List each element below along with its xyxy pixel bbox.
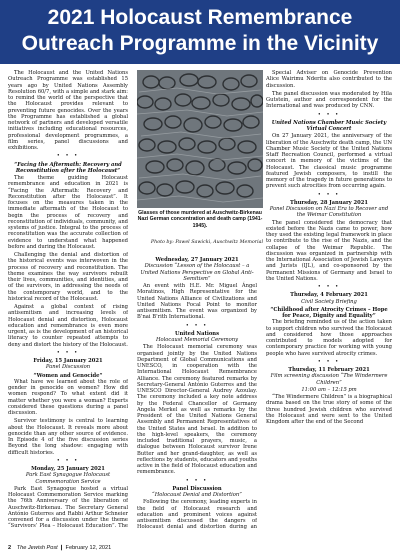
event-heading: United Nations <box>174 330 220 337</box>
article-column-2 <box>137 255 257 530</box>
event-title: Discussion “Lesson of the Holocaust – a United Nations Perspective on Global Anti-Semitism” <box>140 263 254 282</box>
body-paragraph: Park East Synagogue hosted a virtual Holocaust Commemoration Service marking the 76th Anniversary of the liberation of Auschwitz-Birkenau. The Secretary General António Guterres and Rabbi Arthur Schneier convened for a discussion under the theme “Survivors’ Plea – Holocaust Education”. The <box>8 485 128 530</box>
glasses-photo <box>137 70 263 208</box>
intro-paragraph: The Holocaust and the United Nations Outreach Programme was established 15 years ago by United Nations Assembly Resolution 60/7, with a simple and stark aim: to remind the world of the perspective that the Holocaust provides relevant to preventing future genocides. Over the years the Programme has established a global network of partners and developed versatile initiatives including educational resources, professional development programmes, a film series, panel discussions and exhibitions. <box>8 70 128 151</box>
event-type: Film screening discussion “The Windermere Children” <box>270 373 388 386</box>
body-paragraph: On 27 January 2021, the anniversary of the liberation of the Auschwitz death camp, the UN Chamber Music Society of the United Nations Staff Recreation Council, performed a virtual concert in memory of the victims of the Holocaust. The classical music programme featured Jewish composers, to instill the memory of the tragedy in future generations to prevent such atrocities from occurring again. <box>266 133 392 190</box>
photo-caption: Glasses of those murdered at Auschwitz-Birkenau Nazi German concentration and death camp (1941-1945). <box>137 210 263 229</box>
body-paragraph: Survivor testimony is central to learning about the Holocaust. It reveals more about genocide than any other source of evidence. In Episode 4 of the five discussion series Beyond the long shadow: engaging with difficult histories. <box>8 418 128 456</box>
section-separator: • • • <box>317 191 341 198</box>
article-column-1 <box>8 70 128 530</box>
headline-banner <box>0 0 400 64</box>
event-date: Thursday, 28 January 2021 <box>290 199 368 206</box>
event-date: Wednesday, 27 January 2021 <box>155 257 239 263</box>
event-type: Park East Synagogue Holocaust Commemoration Service <box>25 472 111 485</box>
eyeglasses-pile-image <box>137 70 263 208</box>
publication-name: The Jewish Post <box>16 545 58 551</box>
body-paragraph: Special Adviser on Genocide Prevention Alice Wairimu Nderitu also contributed to the discussion. <box>266 70 392 89</box>
event-title: “Childhood after Atrocity Crimes – Hope for Peace, Dignity and Equality” <box>270 306 388 319</box>
event-title: “Holocaust Denial and Distortion” <box>152 492 242 498</box>
event-date: Thursday, 11 February 2021 <box>288 367 370 373</box>
body-paragraph: “The Windermere Children” is a biographical drama based on the true story of some of the three hundred Jewish children who survived the Holocaust and were sent to the United Kingdom after the end of the Second <box>266 394 392 425</box>
event-title: Panel Discussion on Nazi Era to Recover and the Weimar Constitution <box>269 206 389 219</box>
event-date: Thursday, 4 February 2021 <box>290 292 368 299</box>
body-paragraph: Challenging the denial and distortion of the historical events was interwoven in the process of recovery and reconstitution. The theme examines the way survivors rebuilt their lives, communities, and identities, and of the survivors, in addressing the needs of the contemporary world, and to the historical record of the Holocaust. <box>8 252 128 302</box>
body-paragraph: Following the ceremony, leading experts in the field of Holocaust research and education and prominent voices against antisemitism discussed the dangers of Holocaust denial and distortion during an <box>137 499 257 530</box>
headline-line-1: 2021 Holocaust Remembrance <box>47 6 353 29</box>
section-separator: • • • <box>317 111 341 118</box>
event-title: “Women and Genocide” <box>33 372 103 379</box>
page-footer <box>8 544 308 552</box>
event-date: Friday, 15 January 2021 <box>33 358 103 364</box>
article-column-3 <box>266 70 392 530</box>
event-type: Panel Discussion <box>45 364 91 371</box>
event-time: 11:00 am – 12:15 pm <box>301 386 357 393</box>
headline-line-2: Outreach Programme in the Vicinity <box>21 32 379 55</box>
photo-credit: Photo by: Pawel Sawicki, Auschwitz Memorial <box>150 240 263 245</box>
body-paragraph: The panel discussion was moderated by Hila Gutstein, author and correspondent for the International and was produced by CNN. <box>266 90 392 110</box>
event-type: Civil Society Briefing <box>301 298 357 305</box>
section-separator: • • • <box>56 457 80 464</box>
section-heading-facing-aftermath: “Facing the Aftermath: Recovery and Reconstitution after the Holocaust” <box>14 161 122 174</box>
body-paragraph: What have we learned about the role of gender in genocide on women? How did women respond? To what extent did it matter whether you were a woman? Experts considered these questions during a panel discussion. <box>8 378 128 416</box>
section-separator: • • • <box>185 322 209 329</box>
event-date: Monday, 25 January 2021 <box>31 466 105 472</box>
body-paragraph: The panel considered the democracy that existed before the Nazis came to power, how they used the existing legal framework in place to contribute to the rise of the Nazis, and the collapse of the Weimar Republic. The discussion was organized in partnership with the International Association of Jewish Lawyers and Jurists (IJL), and co-sponsored by the Permanent Missions of Germany and Israel to the United Nations. <box>266 219 392 282</box>
footer-divider: ❙ <box>59 545 66 551</box>
section-separator: • • • <box>317 358 341 365</box>
issue-date: February 12, 2021 <box>65 545 112 551</box>
page-number: 2 <box>8 545 12 551</box>
section-separator: • • • <box>56 349 80 356</box>
event-type: Holocaust Memorial Ceremony <box>155 337 239 343</box>
event-heading: United Nations Chamber Music Society Virtual Concert <box>271 119 387 132</box>
body-paragraph: The briefing reminded us of the action taken to support children who survived the Holocaust and considered how those approaches contributed to models adopted for contemporary practice for working with young people who have survived atrocity crimes. <box>266 319 392 357</box>
section-separator: • • • <box>56 153 80 160</box>
event-heading: Panel Discussion <box>172 485 222 492</box>
body-paragraph: Against a global context of rising antisemitism and increasing levels of Holocaust denial and distortion, Holocaust education and remembrance is even more urgent, as is the development of an historical literacy to counter repeated attempts to deny and distort the history of the Holocaust. <box>8 304 128 348</box>
body-paragraph: The theme guiding Holocaust remembrance and education in 2021 is “Facing the Aftermath: Recovery and Reconstitution after the Holocaust”. It focuses on the measures taken in the immediate aftermath of the Holocaust to begin the process of recovery and reconstitution of individuals, community, and systems of justice. Integral to the process of reconstitution was the accurate collection of evidence to understand what happened before and during the Holocaust. <box>8 175 128 250</box>
body-paragraph: The Holocaust memorial ceremony was organised jointly by the United Nations Department of Global Communications and UNESCO, in cooperation with the International Holocaust Remembrance Alliance. The ceremony featured remarks by Secretary-General António Guterres and the UNESCO Director-General Audrey Azoulay. The ceremony included a key note address by the Federal Chancellor of Germany Angela Merkel as well as remarks by the President of the United Nations General Assembly and Permanent Representatives of the United States and Israel. In addition to the high-level speakers, the ceremony included traditional prayers, music, a dialogue between Holocaust survivor Irene Butter and her grand-daughter, as well as reflections by students, educators and youths active in the field of Holocaust education and remembrance. <box>137 344 257 476</box>
body-paragraph: An event with H.E. Mr. Miguel Ángel Moratinos, High Representative for the United Nations Alliance of Civilizations and United Nations Focal Point to monitor antisemitism. The event was organized by B’nai B’rith International. <box>137 283 257 321</box>
section-separator: • • • <box>185 477 209 484</box>
section-separator: • • • <box>317 284 341 290</box>
